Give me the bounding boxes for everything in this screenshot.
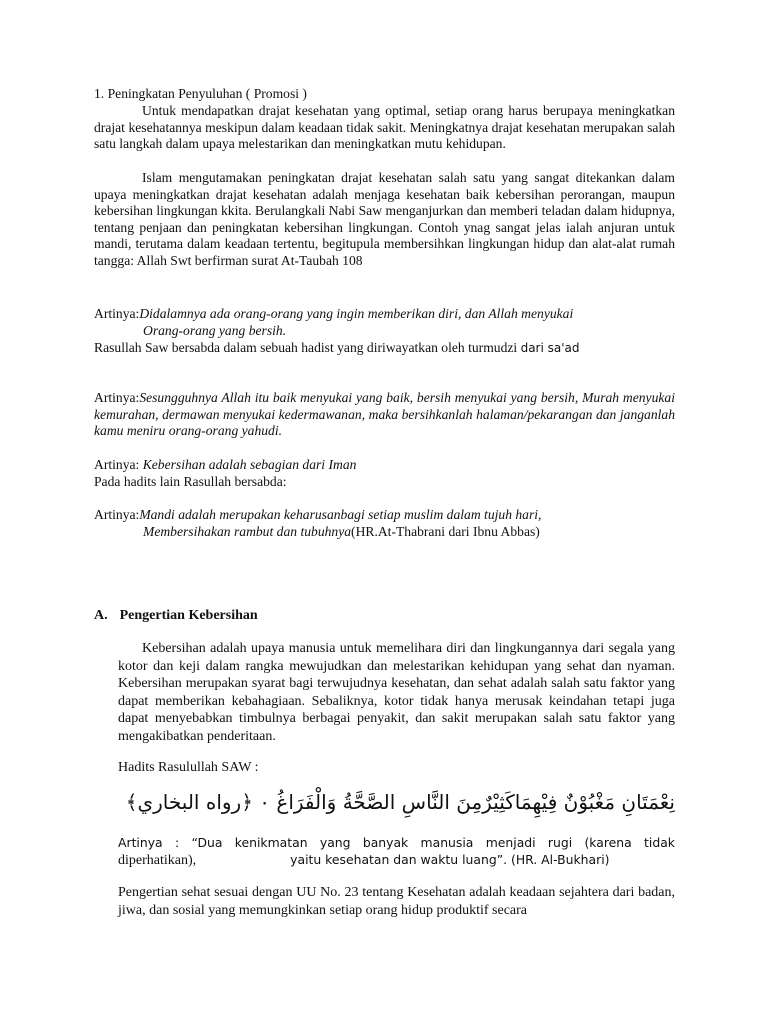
translation-line: [118, 834, 675, 853]
section-heading: 1. Peningkatan Penyuluhan ( Promosi ): [94, 86, 307, 101]
translation-text: diperhatikan),: [118, 853, 197, 868]
section-title: Pengertian Kebersihan: [119, 608, 258, 623]
hadits-label: Hadits Rasulullah SAW :: [118, 760, 259, 775]
artinya-label: Artinya:: [94, 306, 140, 321]
translation-text: Kebersihan adalah sebagian dari Iman: [142, 457, 357, 472]
paragraph: Pada hadits lain Rasullah bersabda:: [94, 474, 287, 489]
translation-text: Membersihakan rambut dan tubuhnya: [143, 524, 352, 539]
translation-text: yaitu kesehatan dan waktu luang”. (HR. Al-Bukhari): [290, 852, 610, 867]
paragraph: Kebersihan adalah upaya manusia untuk memelihara diri dan lingkungannya dari segala yang kotor dan keji dalam rangka mewujudkan dan melestarikan kehidupan yang sehat dan nyaman. Kebersihan merupakan syarat bagi terwujudnya kesehatan, dan sehat adalah salah satu faktor yang dapat memberikan kebahagiaan. Sebaliknya, kotor tidak hanya merusak keindahan tetapi juga dapat menyebabkan timbulnya berbagai penyakit, dan sakit merupakan salah satu faktor yang mengakibatkan penderitaan.: [118, 641, 675, 744]
artinya-label: Artinya:: [94, 457, 143, 472]
translation-block: [94, 507, 675, 524]
translation-text: Sesungguhnya Allah itu baik menyukai yang baik, bersih menyukai yang bersih, Murah menyukai kemurahan, dermawan menyukai kedermawanan, maka bersihkanlah halaman/pekarangan dan janganlah kamu meniru orang-orang yahudi.: [94, 390, 675, 439]
section-letter: A.: [94, 608, 108, 623]
translation-text: Artinya : “Dua kenikmatan yang banyak manusia menjadi rugi (karena tidak: [118, 835, 675, 850]
translation-block: [94, 306, 675, 323]
artinya-label: Artinya:: [94, 390, 140, 405]
artinya-label: Artinya:: [94, 507, 140, 522]
translation-text: Orang-orang yang bersih.: [143, 323, 287, 338]
section-heading: [94, 608, 258, 625]
translation-block: [94, 524, 675, 541]
hadith-reference: (HR.At-Thabrani dari Ibnu Abbas): [351, 524, 540, 539]
arabic-hadith: نِعْمَتَانِ مَغْبُوْنٌ فِيْهِمَاكَثِيْرٌمِنَ النَّاسِ الصَّحَّةُ وَالْفَرَاغُ ٠ ﴿رواه البخاري﴾: [125, 790, 675, 814]
paragraph: Untuk mendapatkan drajat kesehatan yang optimal, setiap orang harus berupaya meningkatkan drajat kesehatannya meskipun dalam keadaan tidak sakit. Meningkatnya drajat kesehatan merupakan salah satu langkah dalam upaya melestarikan dan meningkatkan mutu kehidupan.: [94, 103, 675, 152]
translation-block: [94, 390, 675, 440]
paragraph: Islam mengutamakan peningkatan drajat kesehatan salah satu yang sangat ditekankan dalam upaya meningkatkan drajat kesehatan adalah menjaga kesehatan baik kebersihan perorangan, maupun kebersihan lingkungan kkita. Berulangkali Nabi Saw menganjurkan dan memberi teladan dalam hidupnya, tentang penjaan dan peningkatan kebersihan lingkungan. Contoh ynag sangat jelas ialah anjuran untuk mandi, terutama dalam keadaan tertentu, begitupula membersihkan lingkungan hidup dan alat-alat rumah tangga: Allah Swt berfirman surat At-Taubah 108: [94, 170, 675, 268]
hadist-intro-tail: dari sa'ad: [520, 341, 580, 355]
translation-block: [94, 457, 675, 474]
translation-text: Didalamnya ada orang-orang yang ingin memberikan diri, dan Allah menyukai: [139, 306, 574, 321]
translation-text: Mandi adalah merupakan keharusanbagi setiap muslim dalam tujuh hari,: [139, 507, 542, 522]
translation-line: [118, 851, 675, 870]
hadist-intro-text: Rasullah Saw bersabda dalam sebuah hadist yang diriwayatkan oleh turmudzi: [94, 340, 521, 355]
paragraph: Pengertian sehat sesuai dengan UU No. 23 tentang Kesehatan adalah keadaan sejahtera dari badan, jiwa, dan sosial yang memungkinkan setiap orang hidup produktif secara: [118, 885, 675, 918]
translation-block: [94, 323, 675, 340]
hadist-intro: [94, 340, 675, 357]
